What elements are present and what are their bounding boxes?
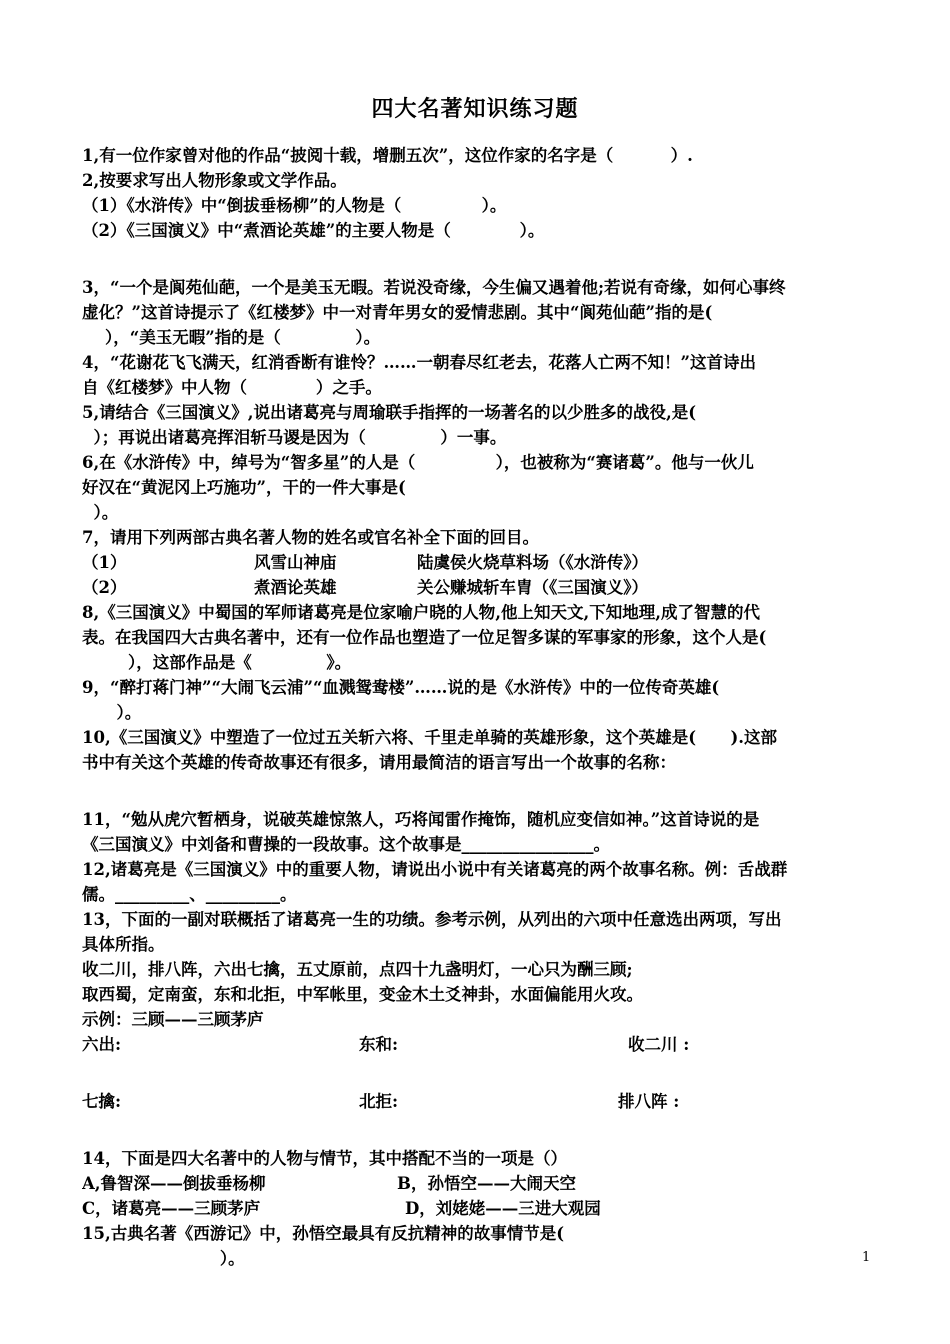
q10-line-1: 10,《三国演义》中塑造了一位过五关斩六将、千里走单骑的英雄形象，这个英雄是( ).这部 — [82, 728, 778, 747]
question-list — [82, 143, 882, 1271]
q3-line-2: 虚化？”这首诗提示了《红楼梦》中一对青年男女的爱情悲剧。其中“阆苑仙葩”指的是( — [82, 303, 713, 322]
couplet-line-1: 收二川，排八阵，六出七擒，五丈原前，点四十九盏明灯，一心只为酬三顾; — [82, 960, 633, 979]
blank-line — [82, 1057, 882, 1089]
q7-sub1-row — [82, 550, 882, 575]
q7-sub1-text-a: 风雪山神庙 — [254, 553, 337, 572]
q7-sub2-row — [82, 575, 882, 600]
q5-line-2: ）；再说出诸葛亮挥泪斩马谡是因为（ ）一事。 — [82, 428, 507, 447]
q14-options-row-2 — [82, 1196, 882, 1221]
q13-example: 示例：三顾——三顾茅庐 — [82, 1010, 264, 1029]
q14-option-c: C，诸葛亮——三顾茅庐 — [82, 1199, 261, 1218]
q11-line-1: 11，“勉从虎穴暂栖身，说破英雄惊煞人，巧将闻雷作掩饰，随机应变信如神。”这首诗说的是 — [82, 810, 760, 829]
q10-line-2: 书中有关这个英雄的传奇故事还有很多，请用最简洁的语言写出一个故事的名称： — [82, 753, 676, 772]
q5-line-1: 5,请结合《三国演义》,说出诸葛亮与周瑜联手指挥的一场著名的以少胜多的战役,是( — [82, 403, 697, 422]
q14-option-b: B，孙悟空——大闹天空 — [397, 1174, 576, 1193]
q11-line-2: 《三国演义》中刘备和曹操的一段故事。这个故事是________________。 — [82, 835, 610, 854]
q13-answer-row-2 — [82, 1089, 882, 1114]
q6-line-2: 好汉在“黄泥冈上巧施功”，干的一件大事是( — [82, 478, 406, 497]
q8-line-2: 表。在我国四大古典名著中，还有一位作品也塑造了一位足智多谋的军事家的形象，这个人是( — [82, 628, 767, 647]
q13-answer-row-1 — [82, 1032, 882, 1057]
q2-line: 2,按要求写出人物形象或文学作品。 — [82, 171, 347, 190]
q14-option-a: A,鲁智深——倒拔垂杨柳 — [82, 1174, 266, 1193]
q4-line-2: 自《红楼梦》中人物（ ）之手。 — [82, 378, 382, 397]
q14-option-d: D，刘姥姥——三进大观园 — [405, 1199, 601, 1218]
q9-line-2: ）。 — [82, 703, 142, 722]
blank-line — [82, 1114, 882, 1146]
q7-sub1-num: （1） — [82, 553, 127, 572]
q13-line-2: 具体所指。 — [82, 935, 165, 954]
q15-line-2: ）。 — [82, 1249, 245, 1268]
q3-line-3: ），“美玉无暇”指的是（ ）。 — [82, 328, 381, 347]
q7-sub1-text-b: 陆虞侯火烧草料场（《水浒传》） — [417, 553, 648, 572]
q7-sub2-text-a: 煮酒论英雄 — [254, 578, 337, 597]
blank-line — [82, 243, 882, 275]
document-title: 四大名著知识练习题 — [371, 96, 579, 122]
q2-sub1-line: （1）《水浒传》中“倒拔垂杨柳”的人物是（ ）。 — [82, 196, 507, 215]
q8-line-3: ），这部作品是《 》。 — [82, 653, 352, 672]
q7-sub2-num: （2） — [82, 578, 127, 597]
q8-line-1: 8,《三国演义》中蜀国的军师诸葛亮是位家喻户晓的人物,他上知天文,下知地理,成了智慧的代 — [82, 603, 760, 622]
blank-line — [82, 775, 882, 807]
answer-label-qiqin: 七擒: — [82, 1092, 122, 1111]
q15-line-1: 15,古典名著《西游记》中，孙悟空最具有反抗精神的故事情节是( — [82, 1224, 565, 1243]
q12-line-1: 12,诸葛亮是《三国演义》中的重要人物，请说出小说中有关诸葛亮的两个故事名称。例：舌战群 — [82, 860, 788, 879]
q12-line-2: 儒。_________、_________。 — [82, 885, 297, 904]
page-number: 1 — [862, 1250, 871, 1265]
answer-label-paibazhen: 排八阵 : — [618, 1092, 680, 1111]
couplet-line-2: 取西蜀，定南蛮，东和北拒，中军帐里，变金木土爻神卦，水面偏能用火攻。 — [82, 985, 643, 1004]
q13-line-1: 13，下面的一副对联概括了诸葛亮一生的功绩。参考示例，从列出的六项中任意选出两项，写出 — [82, 910, 782, 929]
q6-line-3: ）。 — [82, 503, 119, 522]
answer-label-donghe: 东和: — [359, 1035, 399, 1054]
q7-sub2-text-b: 关公赚城斩车胄（《三国演义》） — [417, 578, 648, 597]
q14-line: 14，下面是四大名著中的人物与情节，其中搭配不当的一项是（） — [82, 1149, 567, 1168]
q14-options-row-1 — [82, 1171, 882, 1196]
answer-label-shouerchuan: 收二川 : — [628, 1035, 690, 1054]
q1-line: 1,有一位作家曾对他的作品“披阅十载，增删五次”，这位作家的名字是（ ）. — [82, 146, 693, 165]
q4-line-1: 4，“花谢花飞飞满天，红消香断有谁怜？……一朝春尽红老去，花落人亡两不知！”这首诗出 — [82, 353, 756, 372]
answer-label-liuchu: 六出: — [82, 1035, 122, 1054]
answer-label-beiju: 北拒: — [359, 1092, 399, 1111]
q3-line-1: 3，“一个是阆苑仙葩，一个是美玉无暇。若说没奇缘，今生偏又遇着他;若说有奇缘，如何心事终 — [82, 278, 786, 297]
q7-line: 7，请用下列两部古典名著人物的姓名或官名补全下面的回目。 — [82, 528, 539, 547]
q6-line-1: 6,在《水浒传》中，绰号为“智多星”的人是（ ），也被称为“赛诸葛”。他与一伙儿 — [82, 453, 754, 472]
q9-line-1: 9，“醉打蒋门神”“大闹飞云浦”“血溅鸳鸯楼”……说的是《水浒传》中的一位传奇英雄( — [82, 678, 720, 697]
q2-sub2-line: （2）《三国演义》中“煮酒论英雄”的主要人物是（ ）。 — [82, 221, 545, 240]
